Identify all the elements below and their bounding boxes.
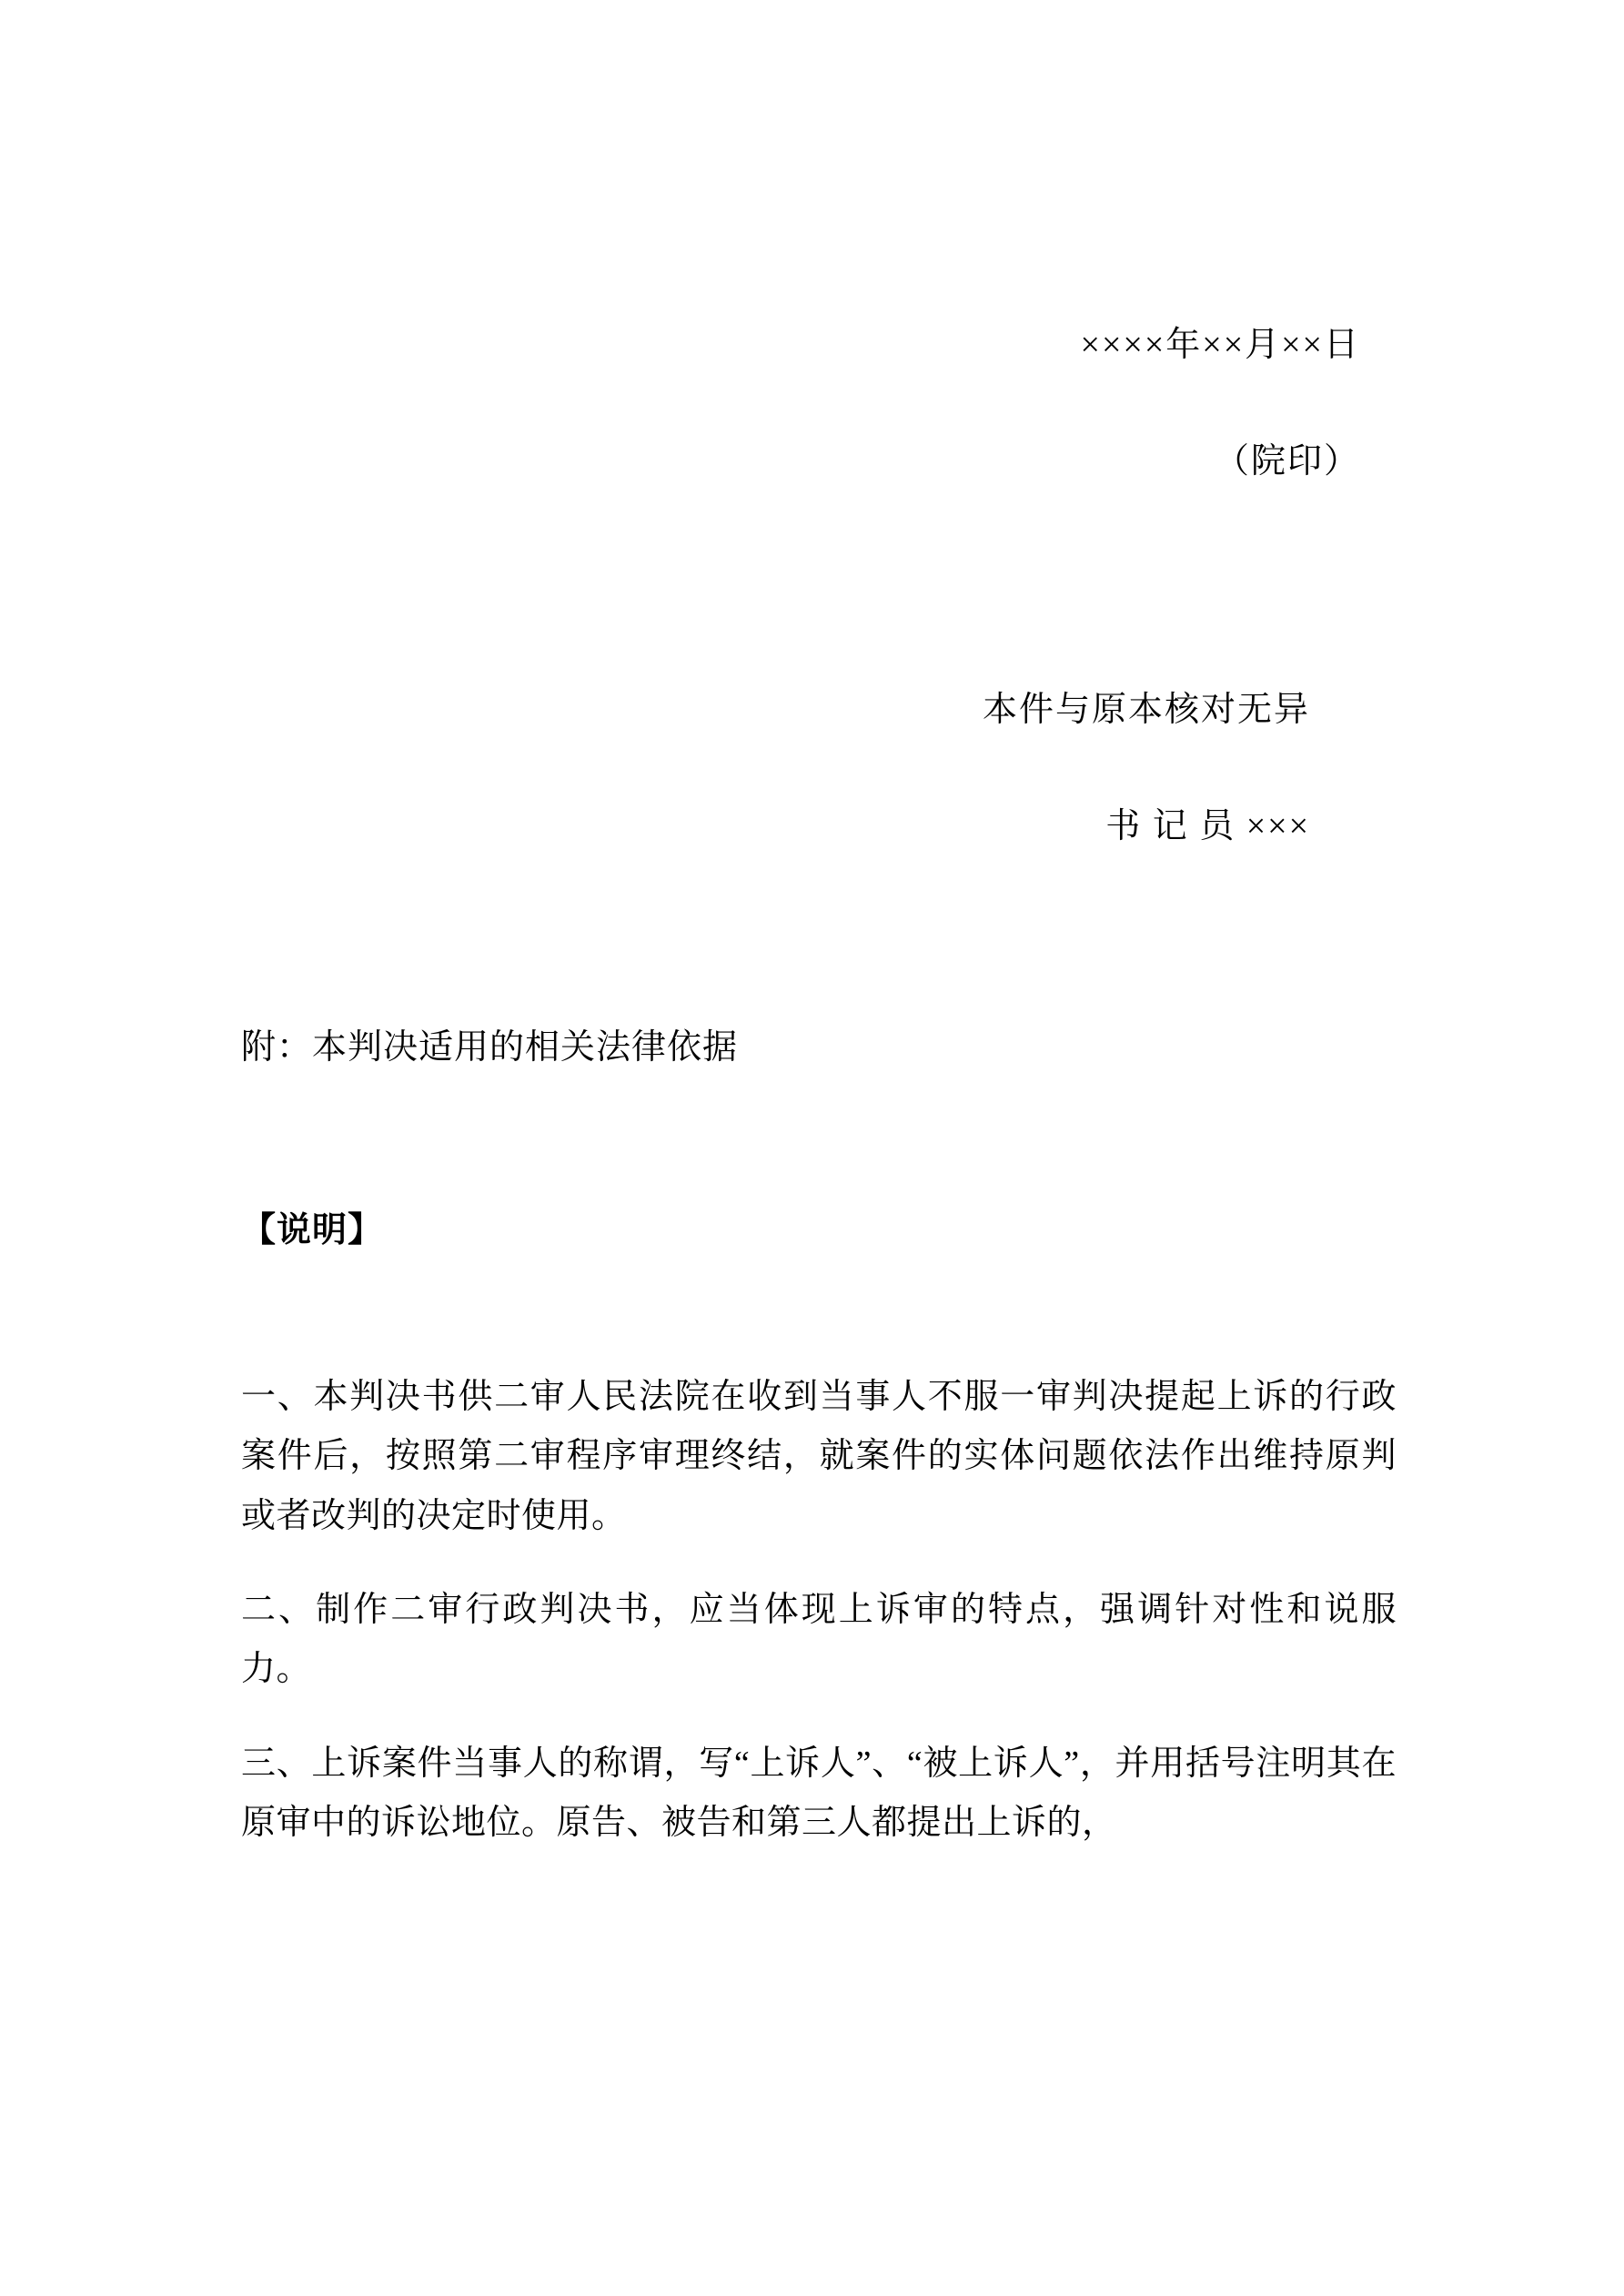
gap-after-clerk bbox=[241, 844, 1397, 1030]
gap-after-attachment bbox=[241, 1065, 1397, 1201]
note-paragraph: 二、制作二审行政判决书，应当体现上诉审的特点，强调针对性和说服力。 bbox=[241, 1591, 1397, 1689]
note-paragraph: 三、上诉案件当事人的称谓，写“上诉人”、“被上诉人”，并用括号注明其在原审中的诉讼地位。原告、被告和第三人都提出上诉的， bbox=[241, 1744, 1397, 1843]
gap-after-seal bbox=[241, 479, 1397, 693]
seal-line: （院印） bbox=[1214, 442, 1360, 480]
verification-block bbox=[241, 693, 1397, 844]
top-spacer bbox=[241, 0, 1397, 328]
gap-after-date bbox=[241, 362, 1360, 444]
notes-body bbox=[241, 1368, 1397, 1854]
note-paragraph: 一、本判决书供二审人民法院在收到当事人不服一审判决提起上诉的行政案件后，按照第二审程序审理终结，就案件的实体问题依法作出维持原判或者改判的决定时使用。 bbox=[241, 1378, 1397, 1535]
gap-after-verify bbox=[241, 727, 1360, 809]
verify-line: 本件与原本核对无异 bbox=[982, 691, 1310, 729]
notes-heading: 【说明】 bbox=[241, 1211, 384, 1249]
clerk-line: 书 记 员 ××× bbox=[1105, 807, 1310, 845]
gap-after-notes-heading bbox=[241, 1251, 1397, 1333]
date-line: ××××年××月××日 bbox=[1080, 326, 1360, 364]
signature-block bbox=[241, 328, 1397, 479]
attachment-line: 附：本判决适用的相关法律依据 bbox=[241, 1028, 739, 1067]
